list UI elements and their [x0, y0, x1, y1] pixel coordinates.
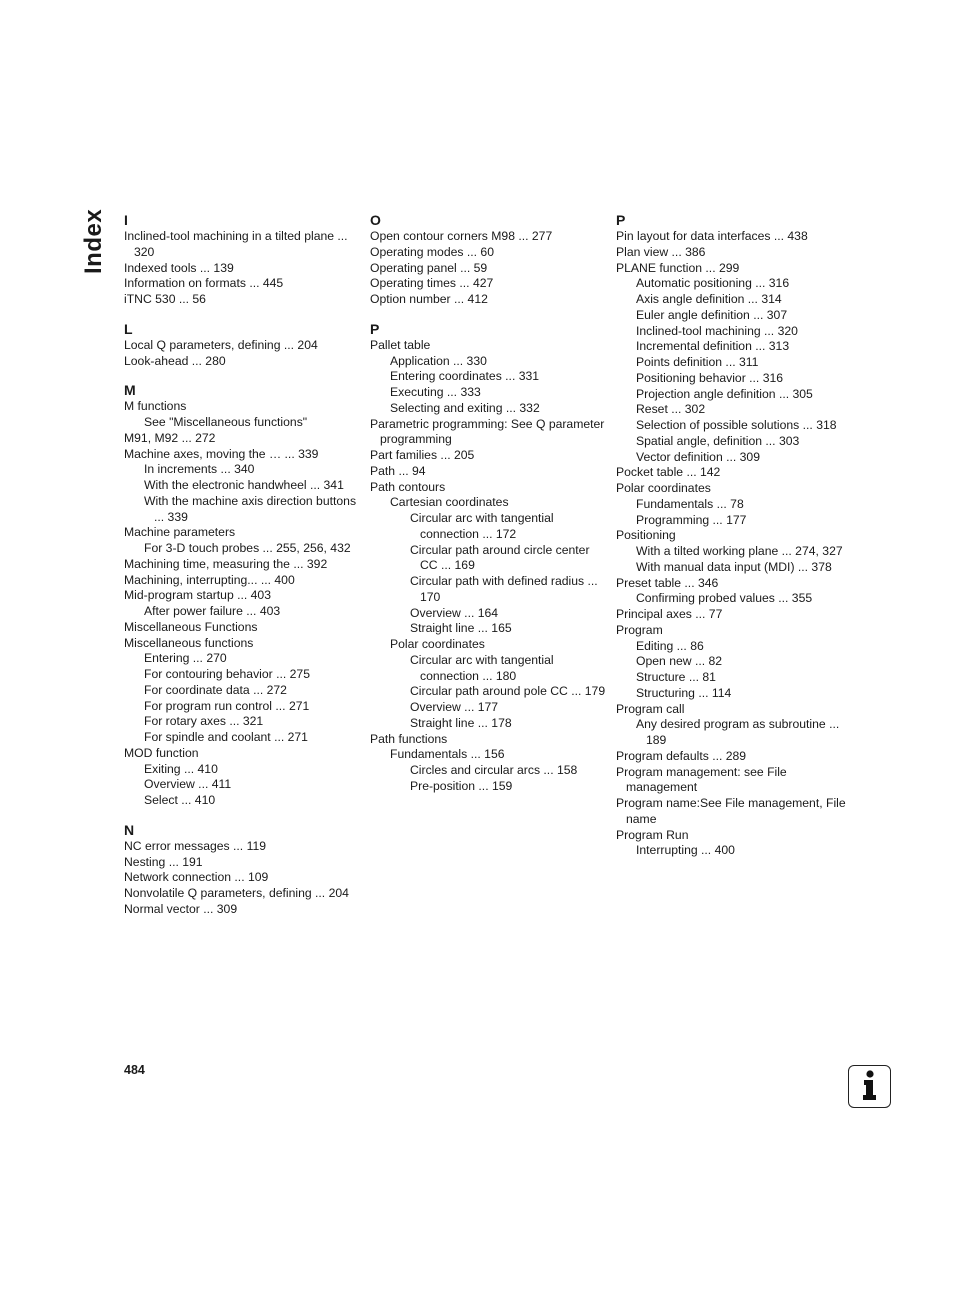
index-entry: Pocket table ... 142	[616, 465, 721, 480]
index-entry: For rotary axes ... 321	[144, 714, 264, 729]
index-entry: Projection angle definition ... 305	[636, 386, 813, 401]
index-entry: For spindle and coolant ... 271	[144, 730, 308, 744]
index-entry: Local Q parameters, defining ... 204	[124, 337, 318, 352]
index-entry: With manual data input (MDI) ... 378	[636, 559, 832, 574]
index-entry: Operating modes ... 60	[370, 244, 494, 259]
index-entry: Machine parameters	[124, 525, 236, 540]
index-entry: Circles and circular arcs ... 158	[410, 763, 578, 777]
info-icon	[848, 1065, 891, 1108]
index-section	[124, 320, 364, 370]
index-entry: Programming ... 177	[636, 512, 747, 527]
index-entry: For contouring behavior ... 275	[144, 667, 310, 681]
index-entry: After power failure ... 403	[144, 604, 281, 618]
index-entry: With the electronic handwheel ... 341	[144, 478, 344, 492]
index-entry: Overview ... 164	[410, 605, 499, 620]
index-entry: Path contours	[370, 479, 446, 494]
index-entry: Incremental definition ... 313	[636, 339, 790, 354]
section-letter: O	[370, 212, 381, 228]
index-entry: Fundamentals ... 78	[636, 496, 744, 511]
index-entry: For program run control ... 271	[144, 698, 310, 713]
index-entry: Program management: see File management	[616, 764, 787, 795]
index-entry: Program Run	[616, 827, 689, 842]
index-entry: Network connection ... 109	[124, 870, 269, 885]
index-entry: Polar coordinates	[616, 481, 711, 495]
index-entry: Open contour corners M98 ... 277	[370, 229, 553, 243]
index-entry: Inclined-tool machining ... 320	[636, 323, 798, 338]
index-entry: Application ... 330	[390, 353, 487, 368]
index-entry: Reset ... 302	[636, 402, 706, 417]
index-entry: Executing ... 333	[390, 385, 481, 399]
index-entry: Cartesian coordinates	[390, 495, 509, 510]
index-entry: Principal axes ... 77	[616, 607, 723, 621]
index-entry: With a tilted working plane ... 274, 327	[636, 544, 843, 558]
index-entry: Inclined-tool machining in a tilted plane ... 320	[124, 229, 348, 259]
index-entry: Straight line ... 178	[410, 715, 512, 730]
index-entry: Preset table ... 346	[616, 575, 719, 590]
index-entry: Polar coordinates	[390, 637, 485, 651]
index-entry: Structure ... 81	[636, 670, 716, 684]
index-entry: See "Miscellaneous functions"	[144, 415, 308, 429]
index-entry: MOD function	[124, 745, 199, 760]
index-section	[616, 211, 856, 859]
index-entry: iTNC 530 ... 56	[124, 292, 206, 306]
index-entry: For 3-D touch probes ... 255, 256, 432	[144, 541, 351, 555]
index-entry: Selection of possible solutions ... 318	[636, 418, 837, 432]
page-number: 484	[124, 1063, 145, 1077]
index-entry: With the machine axis direction buttons ... 339	[144, 493, 357, 524]
section-letter: L	[124, 320, 133, 337]
index-entry: For coordinate data ... 272	[144, 682, 287, 697]
index-entry: Confirming probed values ... 355	[636, 591, 813, 606]
index-heading: Index	[80, 208, 107, 274]
index-entry: Pallet table	[370, 337, 431, 352]
index-entry: Editing ... 86	[636, 638, 704, 653]
index-entry: Fundamentals ... 156	[390, 747, 505, 762]
index-entry: Operating panel ... 59	[370, 260, 488, 275]
index-entry: Machining, interrupting... ... 400	[124, 572, 295, 587]
index-entry: Automatic positioning ... 316	[636, 276, 790, 291]
index-entry: Machine axes, moving the … ... 339	[124, 446, 319, 461]
index-section	[124, 381, 364, 809]
index-entry: Selecting and exiting ... 332	[390, 400, 540, 415]
index-entry: Look-ahead ... 280	[124, 353, 226, 368]
index-entry: Circular path around pole CC ... 179	[410, 684, 606, 699]
index-entry: Pin layout for data interfaces ... 438	[616, 229, 808, 243]
index-entry: Any desired program as subroutine ... 189	[636, 717, 840, 747]
index-entry: Indexed tools ... 139	[124, 260, 234, 275]
index-column-2	[370, 211, 606, 795]
index-entry: Circular path with defined radius ... 170	[410, 574, 598, 604]
index-entry: Open new ... 82	[636, 654, 723, 669]
index-entry: Entering coordinates ... 331	[390, 369, 540, 384]
index-entry: Interrupting ... 400	[636, 843, 735, 858]
index-entry: Mid-program startup ... 403	[124, 588, 271, 603]
index-entry: Overview ... 177	[410, 700, 499, 714]
index-entry: Spatial angle, definition ... 303	[636, 433, 800, 448]
index-entry: Machining time, measuring the ... 392	[124, 556, 328, 571]
index-entry: Information on formats ... 445	[124, 276, 284, 291]
index-column-3	[616, 211, 856, 859]
index-entry: Plan view ... 386	[616, 244, 706, 259]
index-entry: Axis angle definition ... 314	[636, 292, 782, 306]
index-entry: Positioning behavior ... 316	[636, 370, 784, 385]
info-glyph	[849, 1066, 889, 1106]
index-entry: Operating times ... 427	[370, 276, 494, 291]
index-entry: Pre-position ... 159	[410, 778, 513, 793]
index-entry: Miscellaneous functions	[124, 635, 254, 650]
index-entry: Euler angle definition ... 307	[636, 307, 788, 322]
index-entry: Nonvolatile Q parameters, defining ... 204	[124, 886, 349, 900]
index-entry: Option number ... 412	[370, 292, 488, 306]
index-entry: Circular arc with tangential connection ... 172	[410, 511, 554, 541]
index-entry: Select ... 410	[144, 793, 216, 807]
index-entry: Part families ... 205	[370, 448, 475, 462]
section-letter: I	[124, 212, 128, 228]
index-column-1	[124, 211, 364, 918]
index-section	[370, 320, 606, 795]
index-entry: PLANE function ... 299	[616, 260, 740, 275]
index-entry: Overview ... 411	[144, 777, 232, 792]
index-entry: NC error messages ... 119	[124, 838, 267, 853]
index-entry: Program name:See File management, File name	[616, 796, 846, 826]
section-letter: P	[616, 212, 626, 228]
index-entry: In increments ... 340	[144, 462, 255, 477]
index-entry: Miscellaneous Functions	[124, 619, 258, 634]
index-entry: Parametric programming: See Q parameter programming	[370, 416, 605, 447]
index-entry: Points definition ... 311	[636, 355, 759, 369]
index-entry: Vector definition ... 309	[636, 449, 760, 464]
index-entry: Nesting ... 191	[124, 854, 203, 869]
index-entry: Program call	[616, 701, 685, 716]
index-entry: Normal vector ... 309	[124, 901, 238, 916]
section-letter: N	[124, 821, 135, 838]
index-entry: M91, M92 ... 272	[124, 430, 216, 445]
index-section	[124, 211, 364, 308]
index-section	[124, 821, 364, 918]
index-entry: Path ... 94	[370, 463, 426, 478]
index-section	[370, 211, 606, 308]
index-entry: Path functions	[370, 731, 448, 746]
index-entry: Exiting ... 410	[144, 761, 218, 776]
index-entry: Program	[616, 622, 663, 637]
index-entry: Straight line ... 165	[410, 621, 512, 636]
index-entry: Entering ... 270	[144, 651, 227, 666]
section-letter: P	[370, 320, 380, 337]
index-entry: Structuring ... 114	[636, 685, 732, 700]
section-letter: M	[124, 382, 136, 399]
index-entry: Program defaults ... 289	[616, 748, 747, 763]
index-entry: Circular path around circle center CC ... 169	[410, 542, 590, 573]
index-entry: M functions	[124, 399, 187, 414]
index-entry: Circular arc with tangential connection ... 180	[410, 652, 554, 683]
index-entry: Positioning	[616, 528, 676, 543]
